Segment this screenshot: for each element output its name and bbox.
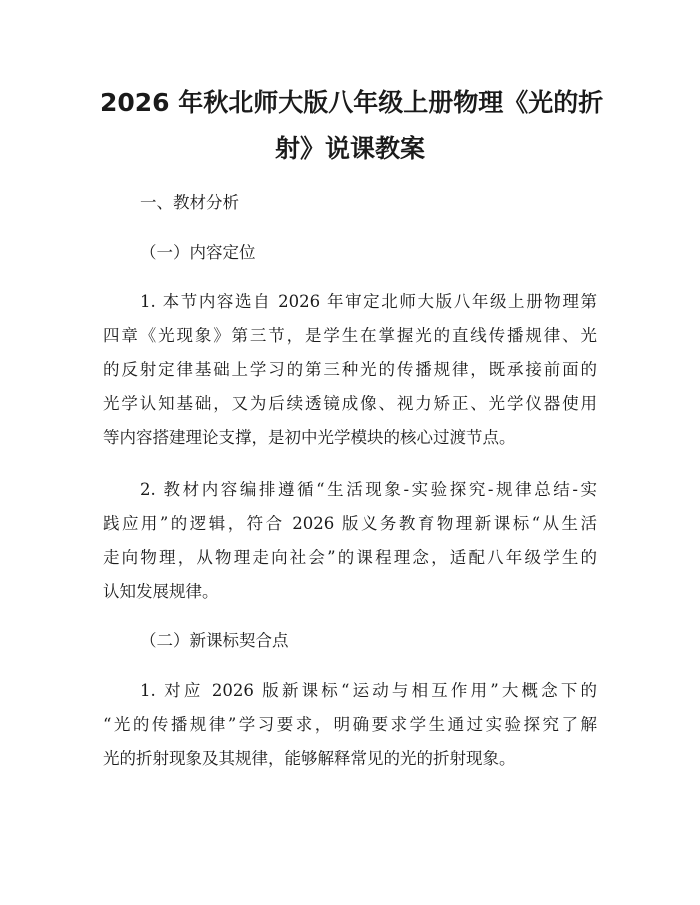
paragraph-line: 的反射定律基础上学习的第三种光的传播规律，既承接前面的 — [103, 360, 597, 379]
paragraph-line: “光的传播规律”学习要求，明确要求学生通过实验探究了解 — [103, 715, 597, 734]
paragraph-line: 等内容搭建理论支撑，是初中光学模块的核心过渡节点。 — [103, 428, 516, 447]
paragraph-line: 2. 教材内容编排遵循“生活现象-实验探究-规律总结-实 — [140, 480, 597, 499]
paragraph-line: 1. 对应 2026 版新课标“运动与相互作用”大概念下的 — [140, 681, 597, 700]
paragraph-content-source — [103, 291, 597, 461]
document-title-line-2: 射》说课教案 — [274, 134, 425, 163]
document-title-line-1: 2026 年秋北师大版八年级上册物理《光的折 — [100, 88, 604, 117]
paragraph-line: 走向物理，从物理走向社会”的课程理念，适配八年级学生的 — [103, 548, 597, 567]
paragraph-line: 践应用”的逻辑，符合 2026 版义务教育物理新课标“从生活 — [103, 514, 597, 533]
section-heading-textbook-analysis: 一、教材分析 — [140, 193, 239, 212]
paragraph-curriculum-requirement — [103, 680, 597, 782]
paragraph-content-arrangement — [103, 479, 597, 615]
paragraph-line: 1. 本节内容选自 2026 年审定北师大版八年级上册物理第 — [140, 292, 597, 311]
paragraph-line: 认知发展规律。 — [103, 582, 219, 601]
paragraph-line: 光的折射现象及其规律，能够解释常见的光的折射现象。 — [103, 749, 516, 768]
subsection-heading-curriculum-alignment: （二）新课标契合点 — [140, 631, 289, 650]
subsection-heading-content-positioning: （一）内容定位 — [140, 243, 256, 262]
paragraph-line: 四章《光现象》第三节，是学生在掌握光的直线传播规律、光 — [103, 326, 597, 345]
paragraph-line: 光学认知基础，又为后续透镜成像、视力矫正、光学仪器使用 — [103, 394, 597, 413]
